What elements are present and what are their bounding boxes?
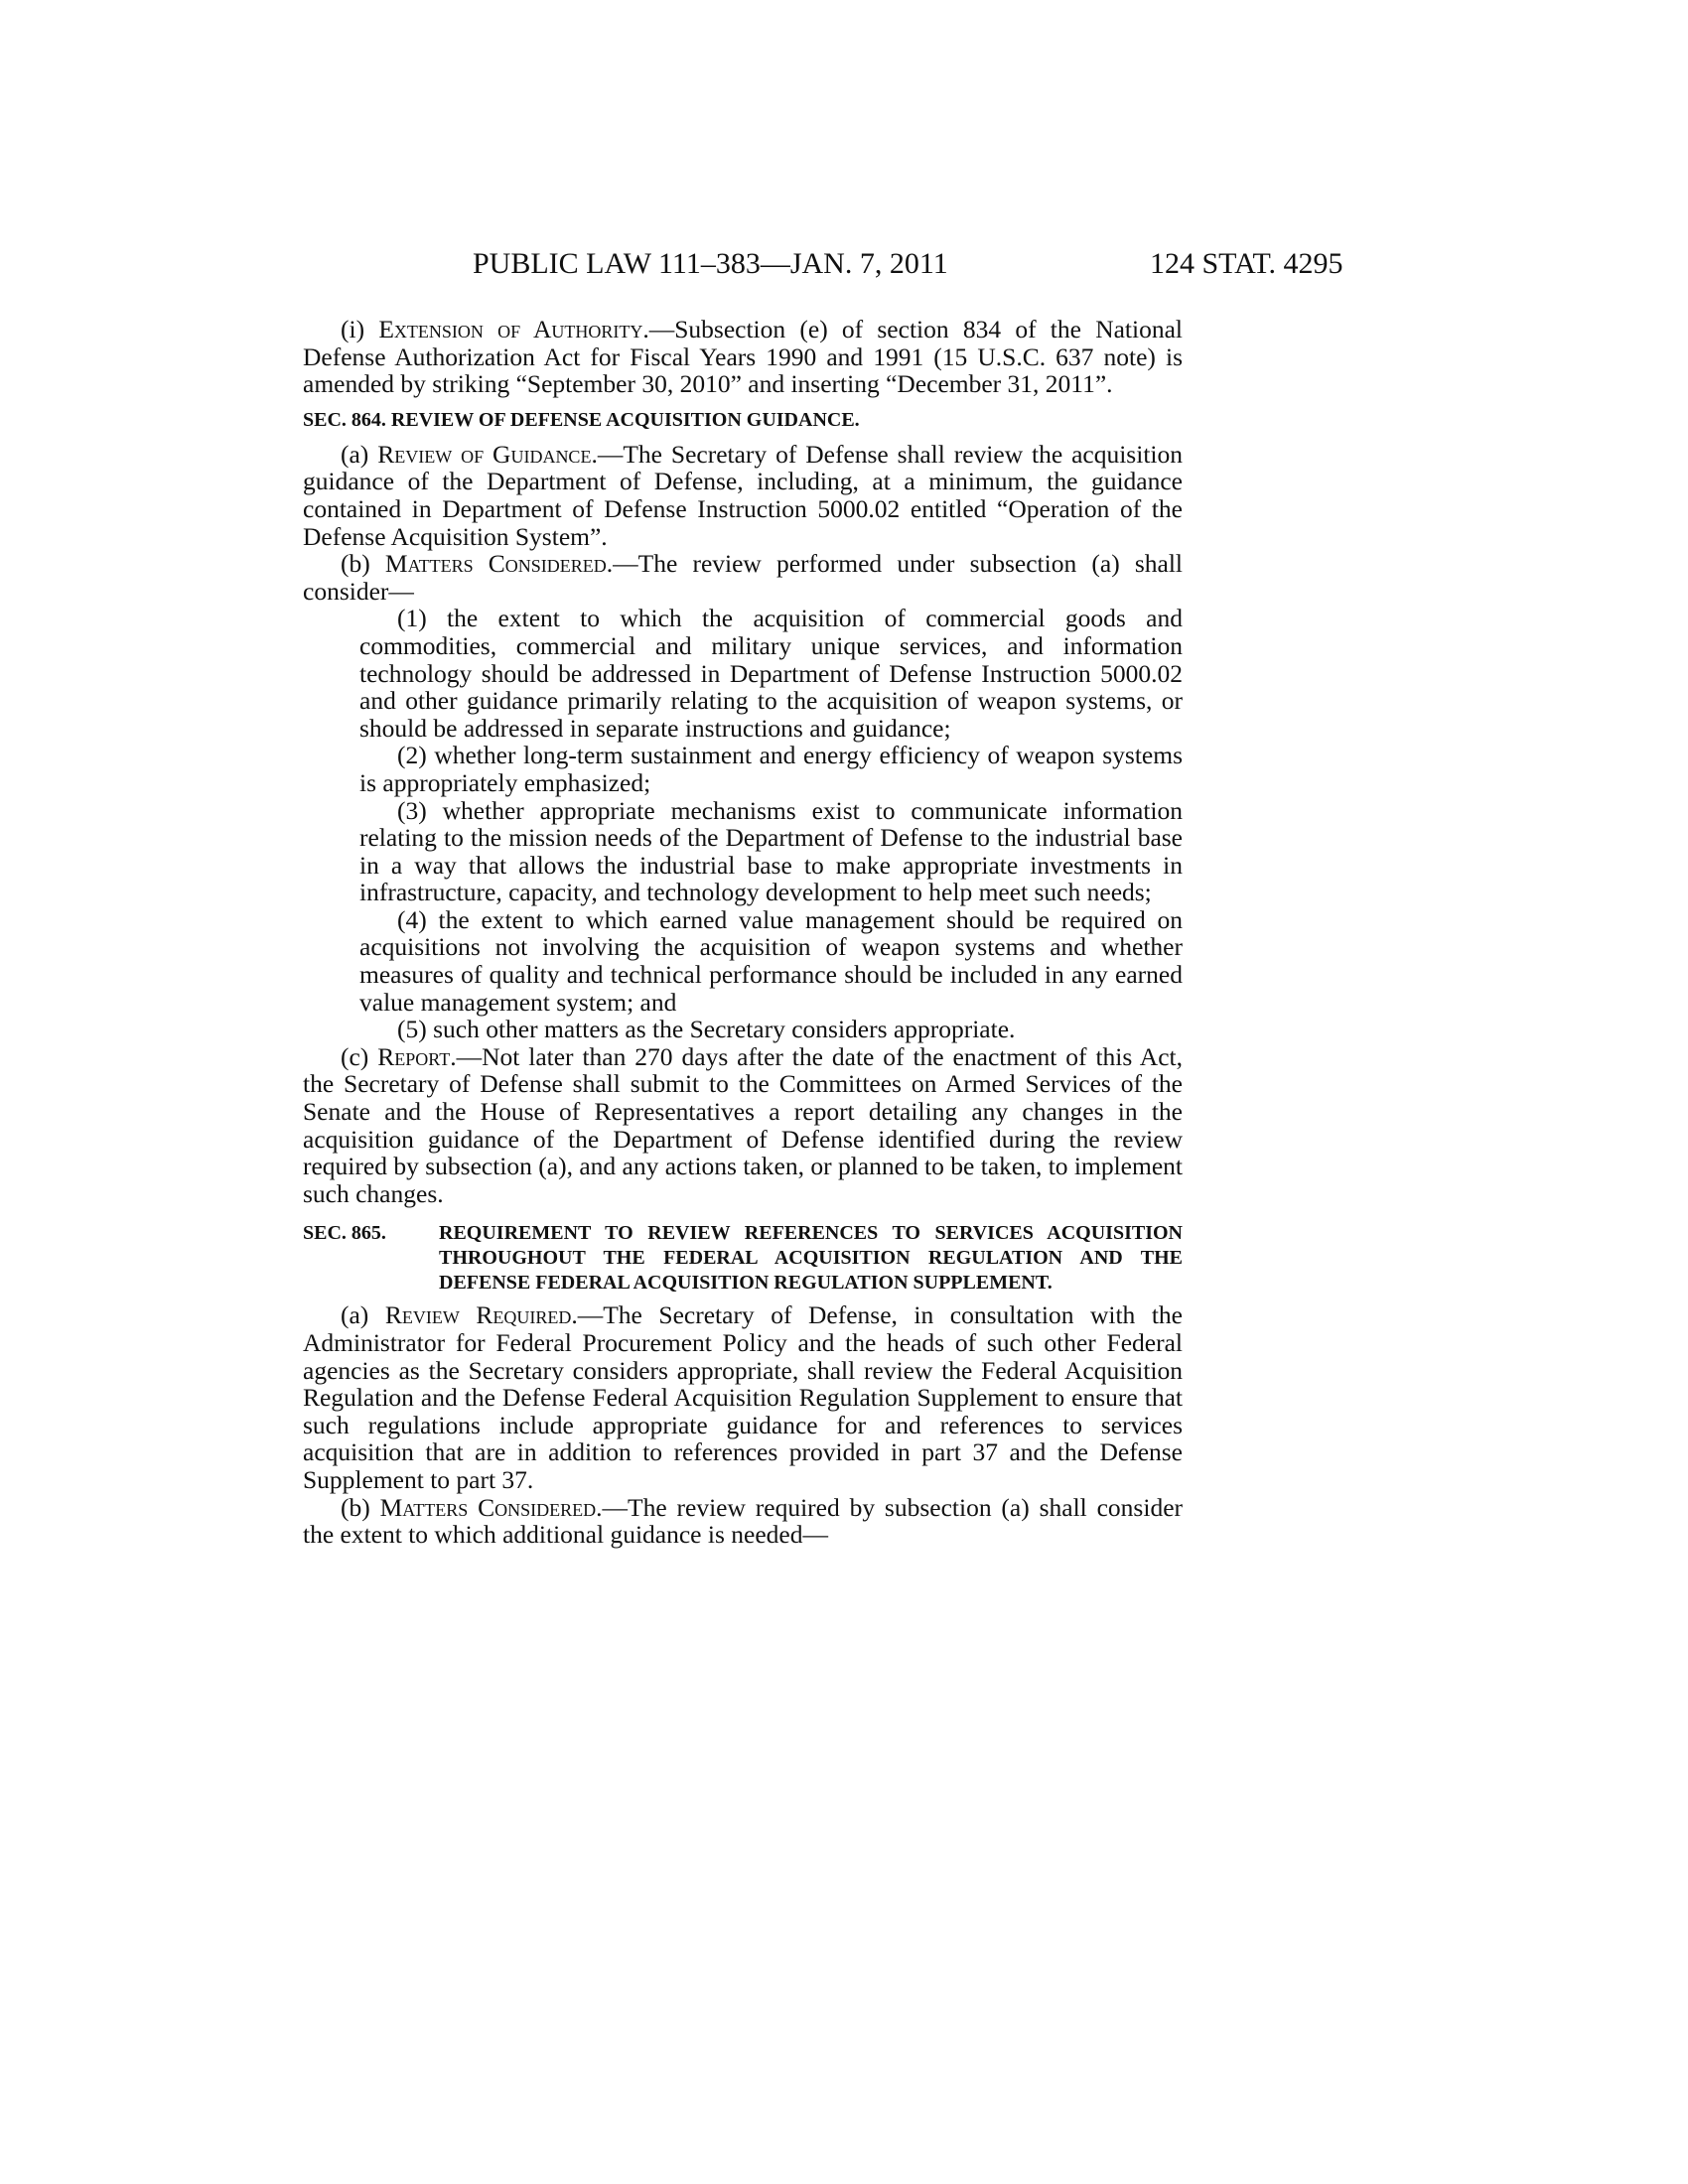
list-item-3: (3) whether appropriate mechanisms exist to communicate information relating to the mission needs of the Department of Defense to the industrial base in a way that allows the industrial base to make appropriate investments in infrastructure, capacity, and technology development to help meet such needs; bbox=[359, 795, 1183, 907]
statute-page-number: 124 STAT. 4295 bbox=[1150, 247, 1343, 280]
subsection-text: .—Not later than 270 days after the date of the enactment of this Act, the Secretary of Defense shall submit to the Committees on Armed Services of the Senate and the House of Representatives a report detailing any changes in the acquisition guidance of the Department of Defense identified during the review required by subsection (a), and any actions taken, or planned to be taken, to implement such changes. bbox=[303, 1041, 1184, 1208]
subsection-865-b bbox=[303, 1494, 1183, 1549]
public-law-header: PUBLIC LAW 111–383—JAN. 7, 2011 bbox=[473, 247, 948, 280]
subsection-heading: Report bbox=[377, 1041, 451, 1071]
section-865-heading bbox=[303, 1221, 1183, 1296]
running-header bbox=[0, 244, 1688, 284]
subsection-865-a bbox=[303, 1301, 1183, 1493]
subsection-label: (a) bbox=[341, 1300, 385, 1330]
subsection-864-c bbox=[303, 1043, 1183, 1208]
subsection-heading: Matters Considered bbox=[379, 1492, 597, 1522]
list-item-1: (1) the extent to which the acquisition of commercial goods and commodities, commercial and military unique services, and information technology should be addressed in Department of Defense Instruction 5000.02 and other guidance primarily relating to the acquisition of weapon systems, or should be addressed in separate instructions and guidance; bbox=[359, 604, 1183, 743]
list-item-2: (2) whether long-term sustainment and energy efficiency of weapon systems is appropriately emphasized; bbox=[359, 741, 1183, 797]
list-item-5: (5) such other matters as the Secretary considers appropriate. bbox=[397, 1015, 1016, 1044]
subsection-heading: Matters Considered bbox=[384, 549, 607, 579]
section-title: REQUIREMENT TO REVIEW REFERENCES TO SERVICES ACQUISITION THROUGHOUT THE FEDERAL ACQUISITION REGULATION AND THE DEFENSE FEDERAL ACQUISITION REGULATION SUPPLEMENT. bbox=[439, 1222, 1183, 1295]
subsection-text: .—The Secretary of Defense shall review the acquisition guidance of the Department of Defense, including, at a minimum, the guidance contained in Department of Defense Instruction 5000.02 entitled “Operation of the Defense Acquisition System”. bbox=[303, 439, 1183, 551]
subsection-text: .—The review required by subsection (a) shall consider the extent to which additional guidance is needed— bbox=[303, 1492, 1183, 1550]
paragraph-text: .—Subsection (e) of section 834 of the National Defense Authorization Act for Fiscal Years 1990 and 1991 (15 U.S.C. 637 note) is amended by striking “September 30, 2010” and inserting “December 31, 2011”. bbox=[303, 315, 1183, 399]
subsection-label: (b) bbox=[341, 549, 385, 579]
subsection-label: (a) bbox=[341, 439, 378, 469]
subsection-heading: Review of Guidance bbox=[377, 439, 592, 469]
subsection-864-a bbox=[303, 441, 1183, 550]
section-number: SEC. 865. bbox=[303, 1222, 386, 1245]
document-body bbox=[303, 316, 1183, 1549]
subsection-label: (b) bbox=[341, 1492, 380, 1522]
section-864-heading: SEC. 864. REVIEW OF DEFENSE ACQUISITION GUIDANCE. bbox=[303, 408, 860, 431]
subsection-text: .—The Secretary of Defense, in consultation with the Administrator for Federal Procurement Policy and the heads of such other Federal agencies as the Secretary considers appropriate, shall review the Federal Acquisition Regulation and the Defense Federal Acquisition Regulation Supplement to ensure that such regulations include appropriate guidance for and references to services acquisition that are in addition to references provided in part 37 and the Defense Supplement to part 37. bbox=[303, 1300, 1183, 1494]
subsection-text: .—The review performed under subsection (a) shall consider— bbox=[303, 549, 1184, 606]
list-item-4: (4) the extent to which earned value management should be required on acquisitions not involving the acquisition of weapon systems and whether measures of quality and technical performance should be included in any earned value management system; and bbox=[359, 904, 1183, 1017]
subsection-864-b bbox=[303, 550, 1183, 605]
paragraph-heading: Extension of Authority bbox=[378, 315, 643, 343]
subsection-heading: Review Required bbox=[384, 1300, 572, 1330]
paragraph-extension-of-authority bbox=[303, 316, 1183, 398]
paragraph-label: (i) bbox=[341, 315, 379, 343]
subsection-label: (c) bbox=[341, 1041, 378, 1071]
